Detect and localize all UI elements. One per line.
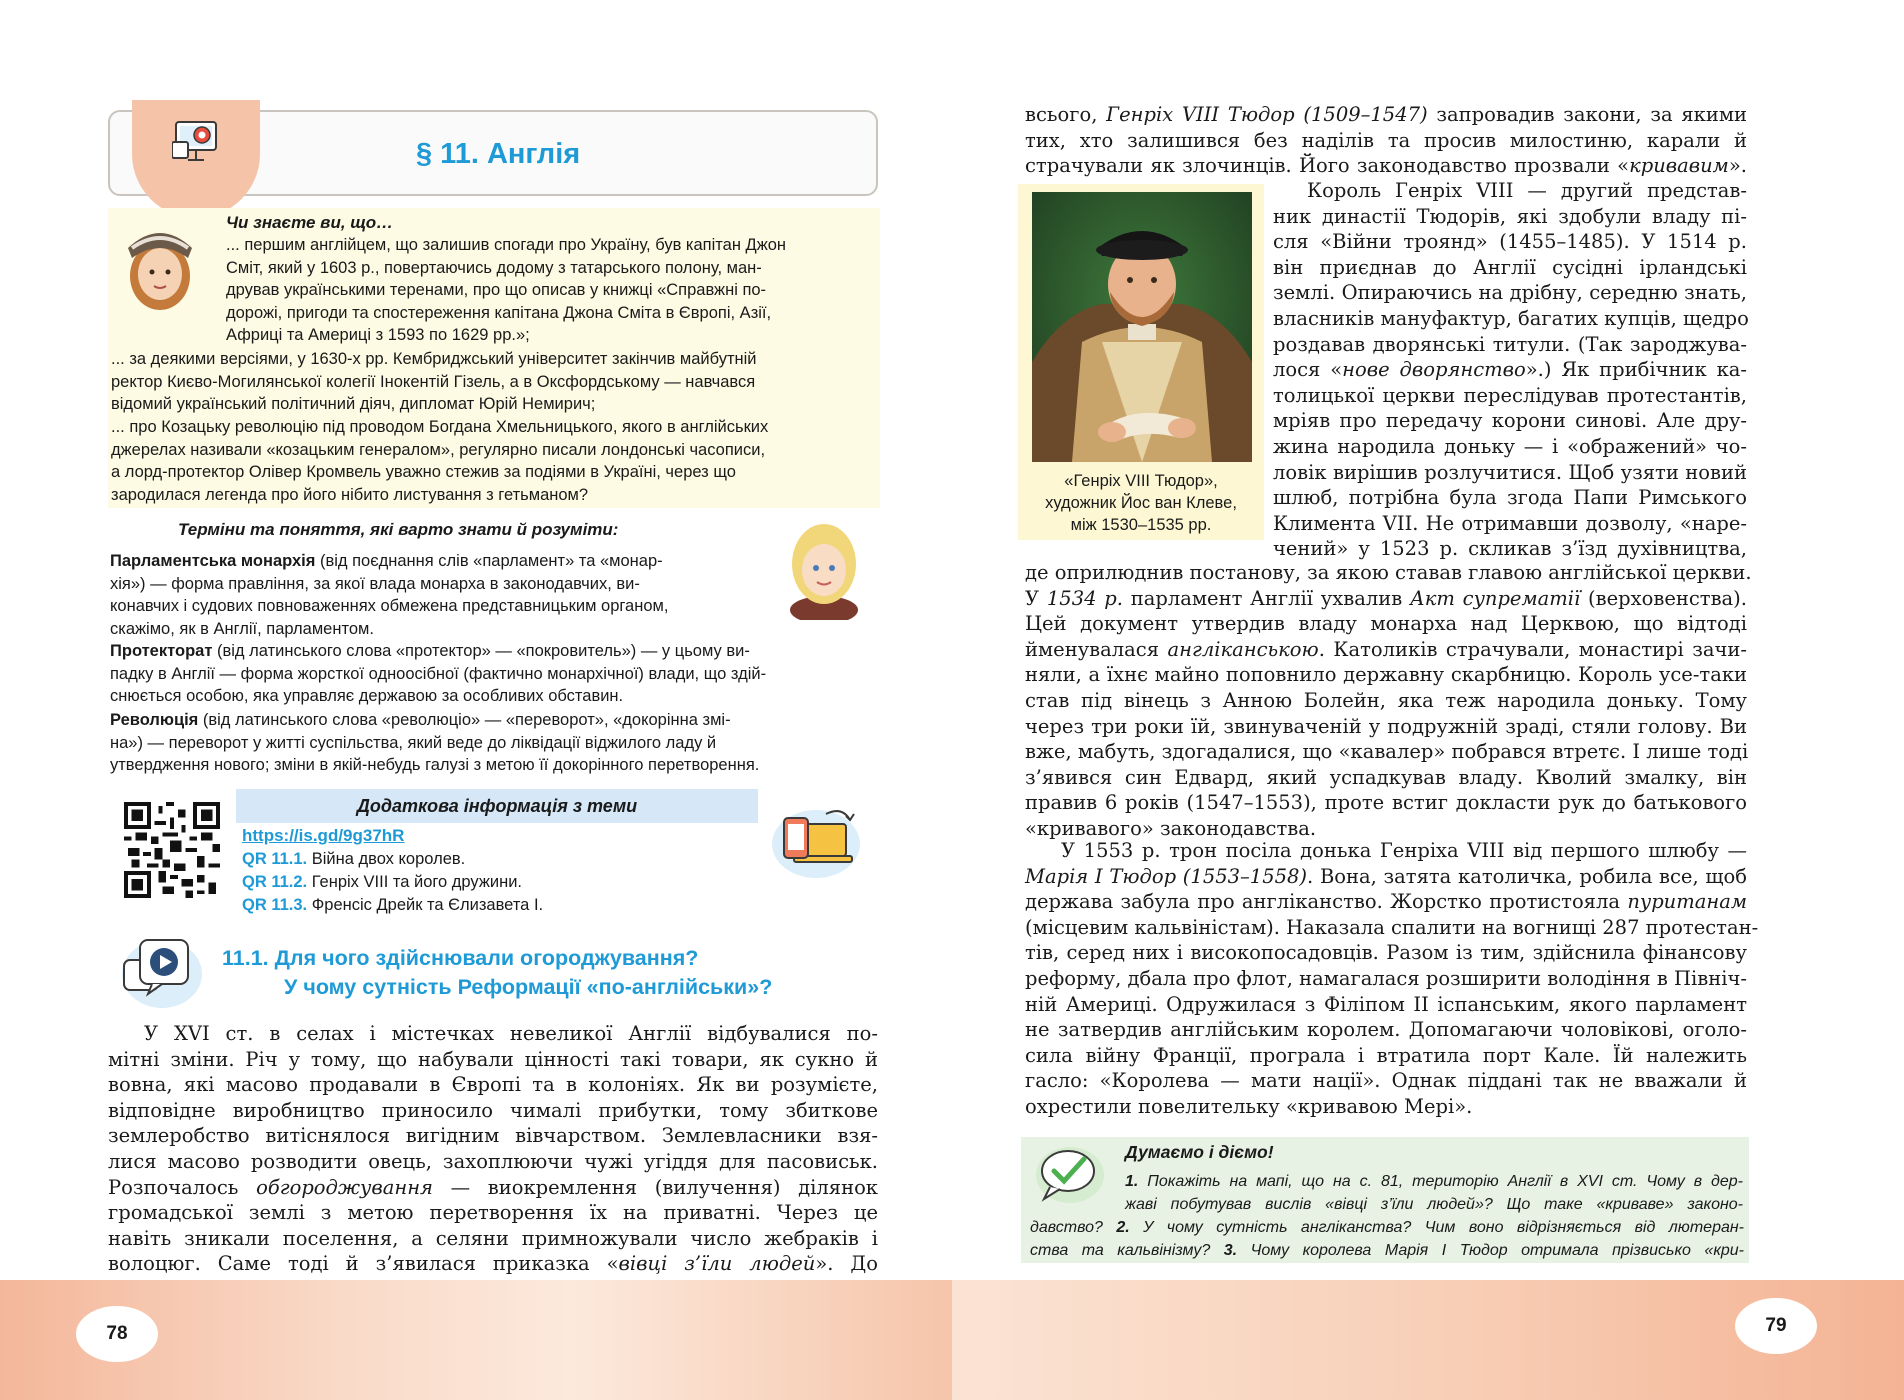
text-line: Сміт, який у 1603 р., повертаючись додому з татарського полону, ман- (226, 258, 762, 277)
fact-paragraph (111, 416, 877, 506)
text-line: зародилася легенда про його нібито листування з гетьманом? (111, 485, 589, 504)
text-line: жина народила доньку — і «ображений» чо- (1273, 434, 1747, 458)
text-line: дрував українськими теренами, про що описав у книжці «Справжні по- (226, 281, 767, 299)
text-line: скажімо, як в Англії, парламентом. (110, 619, 374, 638)
text-line: мріяв про передачу корони синові. Але дру- (1273, 409, 1747, 433)
text-line: ... за деякими версіями, у 1630-х рр. Кембриджський університет закінчив майбутній (111, 350, 757, 368)
text-line: 1. Покажіть на мапі, що на с. 81, територію Англії в XVI ст. Чому в дер- (1125, 1173, 1743, 1190)
text-line: чений» у 1523 р. скликав з’їзд духівництва, (1273, 537, 1747, 561)
girl-avatar-icon (118, 218, 202, 314)
text-line: держава забула про англіканство. Жорстко протистояла пуританам (1025, 890, 1747, 914)
text-line: Король Генріх VIII — другий представ- (1307, 179, 1747, 202)
text-line: не затвердив англійським королем. Допомагаючи чоловікові, оголо- (1025, 1018, 1747, 1042)
text-line: ... першим англійцем, що залишив спогади про Україну, був капітан Джон (226, 236, 787, 254)
text-line: він приєднав до Англії сусідні ірландські (1273, 255, 1747, 279)
page-number: 79 (1735, 1298, 1817, 1354)
text-line: вовна, які масово продавали в Європі та в колоніях. Як ви розумієте, (108, 1073, 878, 1097)
text-line: У XVI ст. в селах і містечках невеликої Англії відбувалися по- (144, 1022, 878, 1045)
qr-item[interactable]: QR 11.3. Френсіс Дрейк та Єлизавета І. (242, 896, 544, 914)
text-line: мітні зміни. Річ у тому, що набували цінності такі товари, як сукно й (108, 1047, 878, 1071)
text-line: лися масово розводити овець, захоплюючи чужі угіддя для пасовиськ. (108, 1149, 878, 1173)
text-line: громадської землі з метою перетворення їх на приватні. Через це (108, 1201, 878, 1225)
devices-sync-icon (770, 800, 862, 882)
qr-code-icon[interactable] (124, 802, 220, 898)
text-line: жаві побутував вислів «вівці з’їли людей»? Що таке «криваве» законо- (1125, 1196, 1743, 1213)
text-line: навіть зникали поселення, а селяни примножували число жебраків і (108, 1226, 878, 1250)
text-line: снюється особою, яка управляє державою за особливих обставин. (110, 687, 624, 705)
body-text (1025, 838, 1759, 1120)
term-definition (110, 640, 876, 708)
page-title: § 11. Англія (416, 138, 581, 170)
text-line: став під вінець з Анною Болейн, яка теж народила доньку. Тому (1025, 688, 1747, 712)
text-line: У 1534 р. парламент Англії ухвалив Акт супрематії (верховенства). (1025, 586, 1747, 610)
text-line: утвердження нового; зміни в якій-небудь галузі з метою її докорінного перетворення. (110, 756, 760, 774)
text-line: йменувалася англіканською. Католиків страчували, монастирі зачи- (1025, 637, 1747, 661)
text-line: У 1553 р. трон посіла донька Генріха VIII від першого шлюбу — (1061, 839, 1747, 862)
portrait-caption: «Генріх VIII Тюдор», художник Йос ван Клеве, між 1530–1535 рр. (1045, 472, 1237, 534)
text-line: ства та кальвінізму? 3. Чому королева Марія І Тюдор отримала прізвисько «кри- (1030, 1242, 1745, 1259)
checkmark-chat-icon (1032, 1143, 1104, 1205)
fact-paragraph (111, 348, 877, 416)
term-definition (110, 550, 762, 640)
text-line: ній Америці. Одружилася з Філіпом ІІ іспанським, якого парламент (1025, 992, 1747, 1016)
text-line: Протекторат (від латинського слова «протектор» — «покровитель») — у цьому ви- (110, 642, 750, 660)
henry-viii-portrait (1032, 192, 1252, 462)
text-line: відповідне виробництво приносило чималі прибутки, тому збиткове (108, 1098, 878, 1122)
right-page (952, 0, 1904, 1400)
body-text (1025, 560, 1752, 842)
text-line: власників мануфактур, багатих купців, щедро (1273, 306, 1749, 330)
text-line: Цей документ утвердив владу монарха над Церквою, що відтоді (1025, 612, 1747, 636)
body-text (1025, 102, 1747, 179)
text-line: ... про Козацьку революцію під проводом Богдана Хмельницького, якого в англійських (111, 418, 769, 436)
text-line: землеробство витіснялося вигідним вівчарством. Землевласники взя- (108, 1124, 878, 1148)
text-line: конавчих і судових повноваженнях обмежена представницьким органом, (110, 597, 669, 615)
text-line: Революція (від латинського слова «революціо» — «переворот», «докорінна змі- (110, 711, 731, 729)
text-line: всього, Генріх VIII Тюдор (1509–1547) запровадив закони, за якими (1025, 103, 1748, 126)
term-name: Протекторат (110, 642, 213, 660)
text-line: вже, мабуть, здогадалися, що «кавалер» побрався втретє. І лише тоді (1025, 740, 1749, 764)
text-line: падку в Англії — форма жорсткої одноосібної (фактично монархічної) влади, що здій- (110, 664, 767, 683)
video-play-icon (118, 930, 202, 1012)
text-line: де оприлюднив постанову, за якою ставав главою англійської церкви. (1025, 561, 1752, 584)
did-you-know-title: Чи знаєте ви, що… (226, 213, 394, 232)
term-name: Парламентська монархія (110, 552, 316, 570)
body-text (1273, 178, 1747, 562)
text-line: (місцевим кальвіністам). Наказала спалити на вогнищі 287 протестан- (1025, 915, 1759, 939)
text-line: няли, а їхнє майно поповнило державну скарбницю. Король усе-таки (1025, 663, 1747, 687)
page-number: 78 (76, 1306, 158, 1362)
term-definition (110, 709, 876, 777)
text-line: волоцюг. Саме тоді й з’явилася приказка «вівці з’їли людей». До (108, 1252, 879, 1276)
fact-paragraph (226, 234, 876, 347)
text-line: страчували як злочинців. Його законодавство прозвали «кривавим». (1025, 154, 1747, 178)
additional-info-title: Додаткова інформація з теми (236, 789, 758, 823)
text-line: тих, хто залишився без наділів та просив милостиню, карали й (1025, 128, 1747, 152)
text-line: реформу, дбала про флот, намагалася розширити володіння в Північ- (1025, 966, 1747, 990)
text-line: ник династії Тюдорів, які здобули владу пі- (1273, 204, 1747, 228)
text-line: охрестили повелительку «кривавою Мері». (1025, 1094, 1473, 1118)
text-line: з’явився син Едвард, який успадкував владу. Кволий змалку, він (1025, 765, 1747, 789)
text-line: Розпочалось обгороджування — виокремлення (вилучення) ділянок (108, 1175, 878, 1199)
text-line: землі. Опираючись на дрібну, середню знать, (1273, 281, 1747, 305)
text-line: шлюб, потрібна була згода Папи Римського (1273, 486, 1747, 510)
text-line: ловік вирішив розлучитися. Щоб узяти новий (1273, 460, 1747, 484)
section-heading: У чому сутність Реформації «по-англійськи»? (284, 975, 773, 999)
text-line: Климента VII. Не отримавши дозволу, «наре- (1273, 511, 1747, 535)
text-line: джерелах називали «козацьким генералом», регулярно писали лондонські часописи, (111, 440, 766, 459)
text-line: Марія І Тюдор (1553–1558). Вона, затята католичка, робила все, щоб (1025, 864, 1747, 888)
text-line: лося «нове дворянство».) Як прибічник ка- (1273, 358, 1747, 382)
text-line: сила війну Франції, програла і втратила порт Кале. Їй належить (1025, 1043, 1747, 1067)
section-heading: 11.1. Для чого здійснювали огороджування? (222, 946, 699, 970)
presentation-screen-icon (172, 118, 224, 164)
text-line: роздавав дворянські титули. (Так зароджува- (1273, 332, 1747, 356)
think-and-act-title: Думаємо і діємо! (1125, 1142, 1274, 1162)
girl-avatar-icon (778, 518, 870, 620)
text-line: «кривавого» законодавства. (1025, 816, 1317, 840)
text-line: толицької церкви переслідував протестантів, (1273, 383, 1747, 407)
task-text (1030, 1216, 1744, 1262)
text-line: сля «Війни троянд» (1455–1485). У 1514 р. (1273, 230, 1747, 254)
text-line: правив 6 років (1547–1553), проте встиг докласти рук до батькового (1025, 791, 1747, 815)
text-line: гасло: «Королева — мати нації». Однак піддані так не вважали й (1025, 1069, 1747, 1093)
qr-item[interactable]: QR 11.1. Війна двох королев. (242, 850, 466, 868)
text-line: давство? 2. У чому сутність англіканства? Чим воно відрізняється від лютеран- (1030, 1219, 1744, 1236)
additional-info-link[interactable]: https://is.gd/9g37hR (242, 826, 405, 845)
text-line: а лорд-протектор Олівер Кромвель уважно стежив за подіями в Україні, через що (111, 463, 736, 481)
text-line: хія») — форма правління, за якої влада монарха в законодавчих, ви- (110, 574, 640, 593)
text-line: Парламентська монархія (від поєднання слів «парламент» та «монар- (110, 552, 663, 570)
text-line: на») — переворот у житті суспільства, який веде до ліквідації віджилого ладу й (110, 733, 717, 752)
text-line: ректор Києво-Могилянської колегії Інокентій Гізель, а в Оксфордському — навчався (111, 372, 756, 391)
text-line: через три роки їй, звинуваченій у подружній зраді, стяли голову. Ви (1025, 714, 1747, 738)
text-line: тів, серед них і високопосадовців. Разом із тим, здійснила фінансову (1025, 941, 1747, 965)
qr-item[interactable]: QR 11.2. Генріх VIII та його дружини. (242, 873, 523, 891)
term-name: Революція (110, 711, 199, 729)
body-text (108, 1021, 878, 1277)
text-line: Африці та Америці з 1593 по 1629 рр.»; (226, 326, 530, 344)
text-line: відомий український політичний діяч, дипломат Юрій Немирич; (111, 395, 596, 413)
task-text (1125, 1170, 1743, 1216)
text-line: дорожі, пригоди та спостереження капітана Джона Сміта в Європі, Азії, (226, 303, 772, 322)
terms-title: Терміни та поняття, які варто знати й розуміти: (178, 520, 619, 539)
